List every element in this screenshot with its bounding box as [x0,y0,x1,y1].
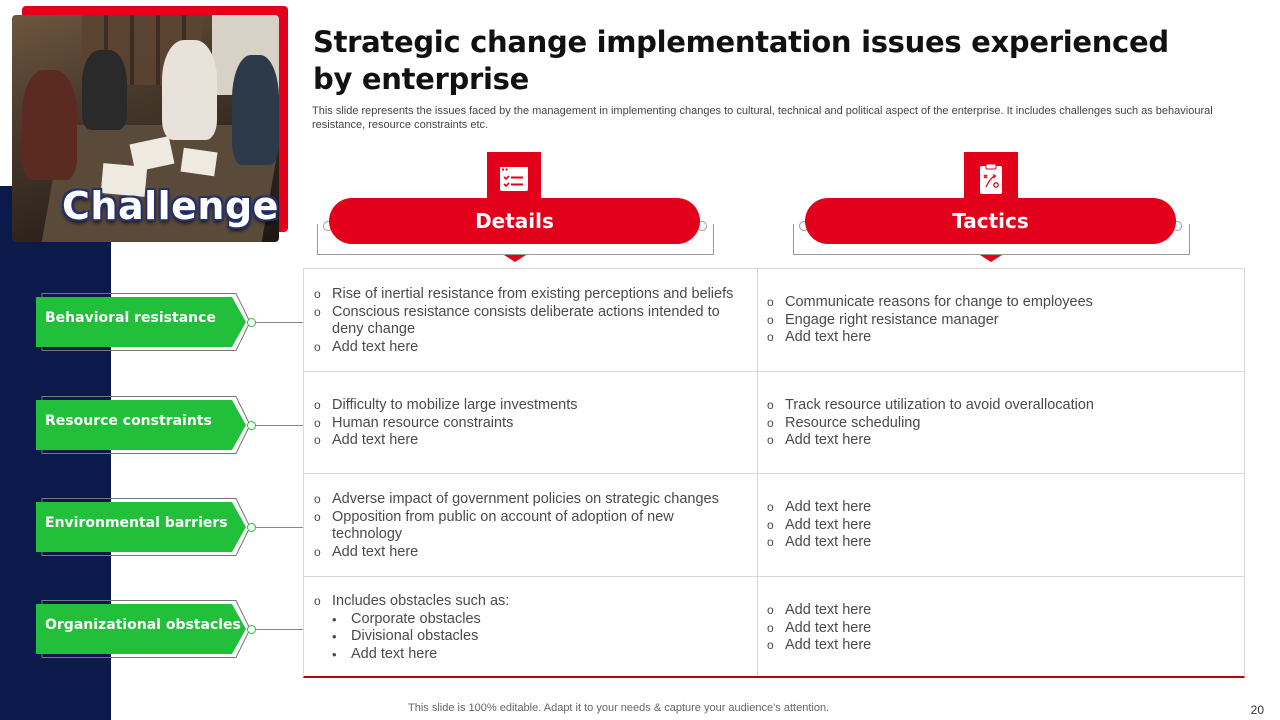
page-number: 20 [1250,703,1264,717]
list-item: o Add text here [767,637,1227,655]
details-header-arrow [504,255,526,262]
row1-tactics [767,294,1227,347]
list-item: o Add text here [767,534,1227,552]
list-item: o Communicate reasons for change to employees [767,294,1227,312]
list-item: o Add text here [314,544,744,562]
list-item: o Includes obstacles such as: [314,593,744,611]
list-item: o Engage right resistance manager [767,312,1227,330]
footer-note: This slide is 100% editable. Adapt it to your needs & capture your audience’s attention. [408,702,830,714]
row2-tactics [767,397,1227,450]
sub-list-item: • Corporate obstacles [314,611,744,629]
list-item: o Add text here [767,432,1227,450]
list-item: o Add text here [314,432,744,450]
list-item: o Conscious resistance consists deliberate actions intended to deny change [314,304,744,339]
list-item: o Difficulty to mobilize large investments [314,397,744,415]
issues-table [303,268,1245,678]
list-item: o Human resource constraints [314,415,744,433]
sub-list-item: • Add text here [314,646,744,664]
row4-details [314,593,744,663]
row-label-environmental-barriers: Environmental barriers [36,498,251,556]
row-label-organizational-obstacles: Organizational obstacles [36,600,251,658]
form-checklist-icon [487,152,541,206]
challenge-caption: Challenge [62,184,279,228]
list-item: o Add text here [767,620,1227,638]
list-item: o Add text here [767,602,1227,620]
details-header: Details [329,198,700,244]
row3-details [314,491,744,561]
list-item: o Adverse impact of government policies on strategic changes [314,491,744,509]
row4-tactics [767,602,1227,655]
list-item: o Opposition from public on account of adoption of new technology [314,509,744,544]
page-subtitle: This slide represents the issues faced by the management in implementing changes to cultural, technical and political aspect of the enterprise. It includes challenges such as behavioural resistance, resource constraints etc. [312,105,1213,131]
list-item: o Add text here [314,339,744,357]
sub-list-item: • Divisional obstacles [314,628,744,646]
list-item: o Add text here [767,499,1227,517]
list-item: o Add text here [767,517,1227,535]
list-item: o Rise of inertial resistance from existing perceptions and beliefs [314,286,744,304]
row-label-resource-constraints: Resource constraints [36,396,251,454]
row3-tactics [767,499,1227,552]
page-title: Strategic change implementation issues experienced by enterprise [313,25,1169,96]
tactics-header-arrow [980,255,1002,262]
list-item: o Resource scheduling [767,415,1227,433]
list-item: o Add text here [767,329,1227,347]
list-item: o Track resource utilization to avoid overallocation [767,397,1227,415]
row1-details [314,286,744,356]
row-label-behavioral-resistance: Behavioral resistance [36,293,251,351]
clipboard-strategy-icon [964,152,1018,206]
row2-details [314,397,744,450]
tactics-header: Tactics [805,198,1176,244]
